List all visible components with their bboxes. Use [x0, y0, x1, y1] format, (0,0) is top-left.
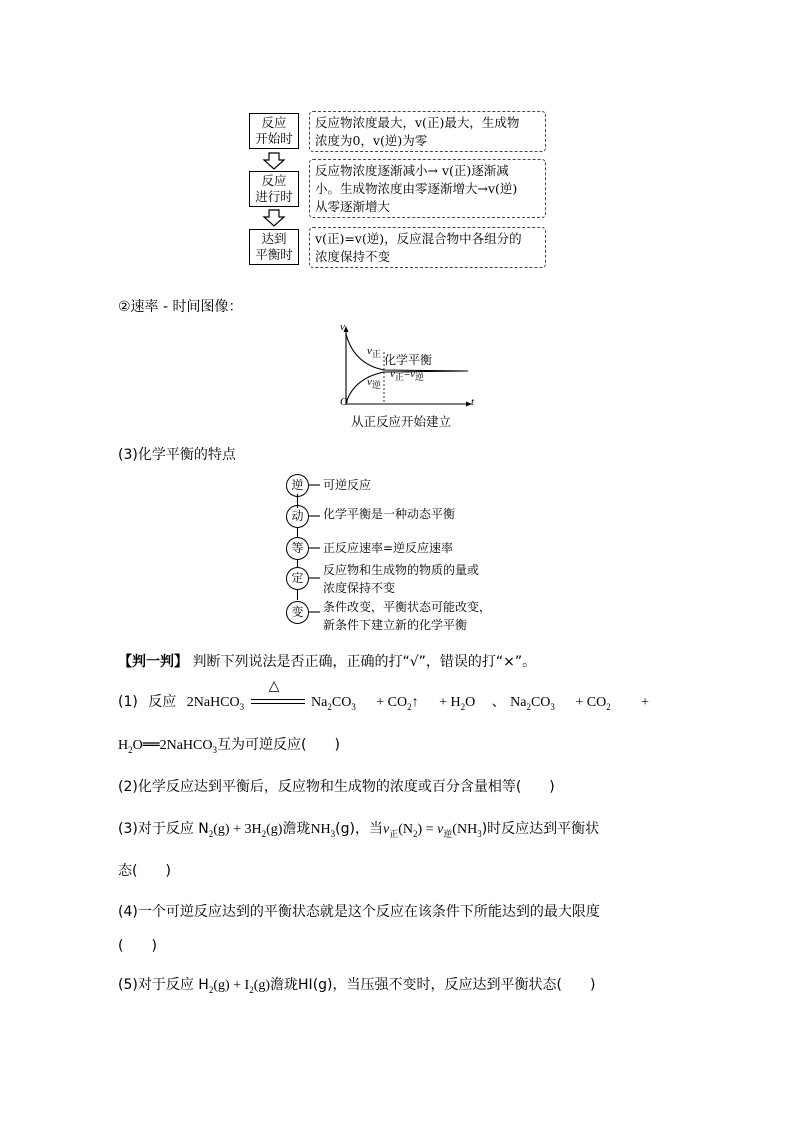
- equals-sign: ══: [142, 737, 160, 753]
- reactant-formula: [187, 695, 244, 710]
- formula-part: 2NaHCO: [159, 738, 213, 753]
- feature-text-reversible: [323, 476, 371, 494]
- stage-box-start: [249, 113, 299, 149]
- formula-part: O: [132, 738, 143, 753]
- feature-line: 新条件下建立新的化学平衡: [323, 618, 468, 632]
- gas-arrow: ↑: [411, 695, 419, 710]
- feature-line: 可逆反应: [323, 478, 372, 492]
- stage-label-line1: 反应: [261, 173, 287, 188]
- symbol-v: v: [382, 822, 390, 837]
- feature-line: 条件改变，平衡状态可能改变，: [323, 600, 492, 614]
- reactant-3: [575, 695, 610, 710]
- question-text: 互为可逆反应( ): [217, 737, 340, 753]
- features-heading: (3)化学平衡的特点: [118, 447, 236, 463]
- feature-line: 正反应速率=逆反应速率: [323, 541, 454, 555]
- reversible-arrow-glyph: 澹珑: [282, 821, 311, 837]
- origin-label: O: [340, 396, 348, 408]
- equals-line: [251, 699, 305, 700]
- desc-line: 浓度为0，v(逆)为零: [315, 133, 428, 148]
- desc-line: 从零逐渐增大: [315, 199, 391, 214]
- stage-box-equilibrium: [249, 229, 299, 265]
- stage-desc-start: [309, 111, 546, 152]
- judge-tag: 【判一判】: [118, 654, 188, 670]
- x-axis-label: t: [471, 396, 475, 408]
- subscript: 2: [208, 984, 214, 995]
- formula-part: (g) + I: [213, 978, 250, 993]
- stage-label-line1: 达到: [261, 231, 287, 246]
- desc-line: 浓度保持不变: [315, 249, 391, 264]
- question-text: )时反应达到平衡状: [481, 821, 600, 837]
- formula-part: + CO: [575, 695, 607, 710]
- desc-line: 反应物浓度最大，v(正)最大，生成物: [315, 115, 520, 130]
- feature-text-equal: [323, 539, 453, 557]
- reactant-2: [510, 695, 555, 710]
- question-3-line1: [118, 818, 599, 840]
- feature-circle-change: 变: [286, 601, 309, 624]
- formula-part: + CO: [376, 695, 408, 710]
- feature-circle-equal: 等: [286, 537, 309, 560]
- stage-label-line2: 开始时: [255, 131, 293, 146]
- separator: 、: [491, 694, 506, 710]
- feature-line: 化学平衡是一种动态平衡: [323, 507, 456, 521]
- stage-label-line2: 平衡时: [255, 247, 293, 262]
- product-1: [311, 695, 356, 710]
- graph-caption: 从正反应开始建立: [351, 414, 452, 429]
- product-2: [376, 695, 418, 710]
- down-arrow-icon: [262, 209, 286, 227]
- formula-part: (g): [266, 822, 283, 837]
- subscript: 3: [239, 701, 245, 712]
- subscript: 3: [351, 701, 356, 712]
- formula-part: H: [118, 738, 129, 753]
- question-1-line2: [118, 734, 340, 755]
- stage-box-progress: [249, 171, 299, 207]
- rate-graph-heading: ②速率 - 时间图像：: [118, 299, 243, 315]
- feature-circle-reversible: 逆: [286, 474, 309, 497]
- feature-text-change: [323, 598, 491, 634]
- question-text: (g)，当: [335, 821, 383, 837]
- equilibrium-equation: [390, 368, 424, 383]
- heat-equals-sign: [249, 678, 307, 709]
- water-formula: [118, 738, 143, 753]
- feature-circle-dynamic: 动: [286, 505, 309, 528]
- judge-instruction-text: 判断下列说法是否正确，正确的打“√”，错误的打“×”。: [192, 654, 537, 670]
- question-3-line2: 态( ): [118, 863, 171, 879]
- subscript: 2: [249, 984, 254, 995]
- subscript: 3: [212, 744, 217, 755]
- stage-label-line2: 进行时: [255, 189, 293, 204]
- feature-line: 浓度保持不变: [323, 581, 396, 595]
- judge-instruction: [118, 651, 536, 671]
- desc-line: 小。生成物浓度由零逐渐增大→v(逆): [315, 181, 518, 196]
- question-text: 反应: [148, 694, 177, 710]
- subscript: 正: [394, 372, 404, 383]
- formula-part: ) =: [417, 822, 438, 837]
- feature-text-dynamic: [323, 505, 455, 523]
- y-axis-label: v: [340, 321, 345, 333]
- plus-sign: +: [641, 695, 650, 710]
- stage-desc-progress: [309, 159, 546, 218]
- equals-line: [251, 703, 305, 704]
- subscript: 逆: [443, 829, 453, 840]
- symbol-v: v: [437, 822, 444, 837]
- question-text: (3)对于反应 N: [118, 821, 209, 837]
- subscript: 逆: [371, 380, 381, 391]
- symbol-v: v: [410, 368, 416, 380]
- product-formula: [160, 738, 217, 753]
- symbol-v: v: [367, 376, 372, 388]
- reversible-arrow-glyph: 澹珑: [270, 977, 299, 993]
- formula-part: Na: [311, 695, 328, 710]
- reverse-curve-label: [367, 376, 381, 391]
- stage-desc-equilibrium: [309, 227, 546, 268]
- subscript: 2: [526, 701, 531, 712]
- subscript: 3: [477, 828, 482, 839]
- desc-line: 反应物浓度逐渐减小→ v(正)逐渐减: [315, 163, 509, 178]
- formula-part: CO: [530, 695, 551, 710]
- formula-part: (NH: [452, 822, 478, 837]
- heat-symbol: △: [268, 678, 280, 694]
- subscript: 2: [460, 701, 466, 712]
- subscript: 2: [606, 701, 611, 712]
- subscript: 2: [407, 701, 412, 712]
- formula-part: O: [465, 695, 476, 710]
- equilibrium-label: 化学平衡: [384, 353, 433, 367]
- feature-circle-fixed: 定: [286, 567, 309, 590]
- product-3: [439, 695, 475, 710]
- subscript: 2: [128, 744, 133, 755]
- subscript: 正: [371, 349, 381, 360]
- question-1-line1: [118, 678, 650, 712]
- subscript: 正: [389, 829, 399, 840]
- formula-part: 2NaHCO: [186, 695, 240, 710]
- question-number: (1): [118, 694, 138, 710]
- stage-label-line1: 反应: [261, 115, 287, 130]
- formula-part: (N: [398, 822, 413, 837]
- forward-curve-label: [367, 345, 381, 360]
- symbol-v: v: [367, 345, 372, 357]
- question-text: HI(g)，当压强不变时，反应达到平衡状态( ): [298, 977, 596, 993]
- formula-part: + H: [439, 695, 461, 710]
- feature-text-fixed: [323, 561, 479, 597]
- formula-part: CO: [331, 695, 352, 710]
- formula-part: (g) + 3H: [213, 822, 262, 837]
- question-2: (2)化学反应达到平衡后，反应物和生成物的浓度或百分含量相等( ): [118, 779, 555, 795]
- question-text: (5)对于反应 H: [118, 977, 209, 993]
- formula-part: Na: [510, 695, 527, 710]
- subscript: 2: [261, 828, 267, 839]
- subscript: 3: [550, 701, 555, 712]
- symbol-v: v: [390, 368, 395, 380]
- equals: =: [403, 368, 411, 380]
- question-4-line1: (4)一个可逆反应达到的平衡状态就是这个反应在该条件下所能达到的最大限度: [118, 904, 600, 920]
- subscript: 2: [208, 828, 214, 839]
- formula-part: (g): [253, 978, 271, 993]
- subscript: 逆: [415, 372, 425, 383]
- question-4-line2: ( ): [118, 938, 157, 954]
- question-5: [118, 974, 595, 995]
- feature-line: 反应物和生成物的物质的量或: [323, 563, 480, 577]
- subscript: 2: [413, 828, 418, 839]
- desc-line: v(正)=v(逆)，反应混合物中各组分的: [315, 231, 522, 246]
- down-arrow-icon: [262, 152, 286, 170]
- formula-part: NH: [310, 822, 331, 837]
- subscript: 2: [327, 701, 332, 712]
- subscript: 3: [330, 828, 336, 839]
